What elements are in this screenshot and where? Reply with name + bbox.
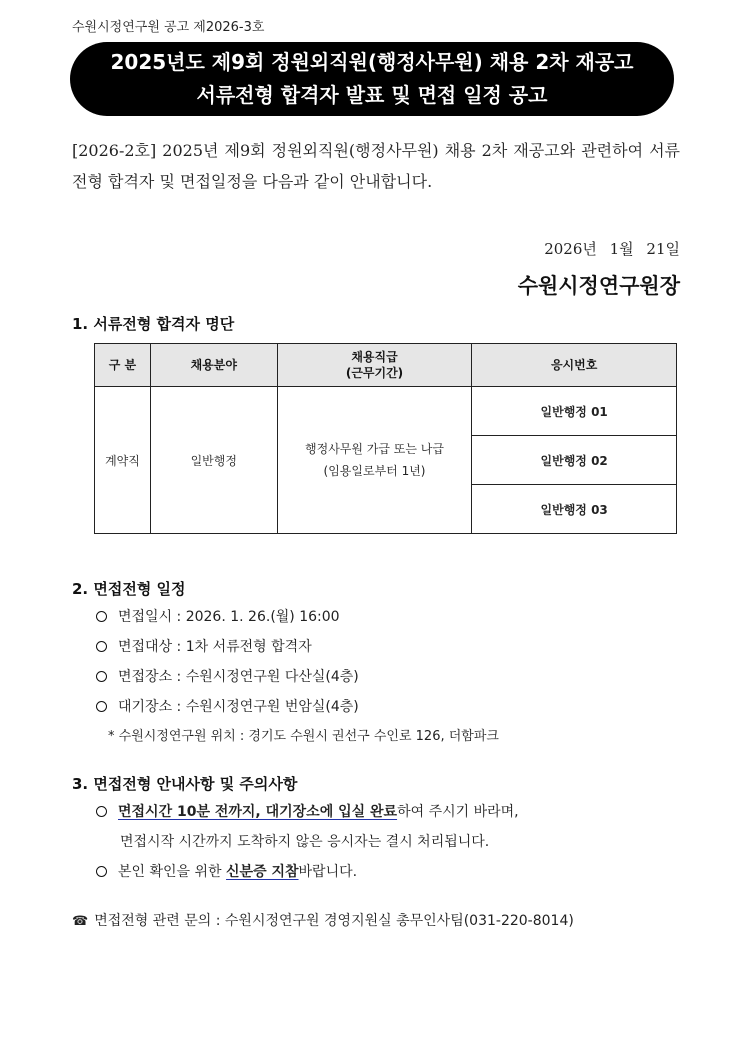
header-grade-label: 채용직급	[351, 350, 398, 364]
schedule-venue: 면접장소 : 수원시정연구원 다산실(4층)	[118, 669, 359, 685]
cell-grade-name: 행정사무원 가급 또는 나급	[305, 442, 444, 456]
cell-applicant-number: 일반행정 01	[472, 387, 677, 436]
schedule-waiting-room: 대기장소 : 수원시정연구원 번암실(4층)	[118, 699, 359, 715]
id-notice-post: 바랍니다.	[298, 864, 358, 880]
id-notice-pre: 본인 확인을 위한	[118, 864, 227, 880]
title-banner	[70, 42, 674, 116]
contact-text: 면접전형 관련 문의 : 수원시정연구원 경영지원실 총무인사팀(031-220-8014)	[94, 913, 574, 929]
cell-category: 계약직	[95, 387, 151, 534]
circle-bullet-icon	[96, 806, 107, 817]
issuer: 수원시정연구원장	[517, 274, 680, 298]
list-item	[96, 632, 499, 662]
list-item	[96, 662, 499, 692]
header-applicant-number: 응시번호	[472, 344, 677, 387]
section-2-title: 2. 면접전형 일정	[72, 580, 186, 598]
circle-bullet-icon	[96, 866, 107, 877]
phone-icon: ☎	[72, 914, 89, 929]
schedule-datetime: 면접일시 : 2026. 1. 26.(월) 16:00	[118, 609, 340, 625]
list-item	[96, 692, 499, 722]
contact-info	[72, 910, 574, 930]
schedule-target: 면접대상 : 1차 서류전형 합격자	[118, 639, 312, 655]
list-item	[96, 797, 519, 827]
cell-field: 일반행정	[150, 387, 277, 534]
header-period-label: (근무기간)	[345, 366, 404, 380]
section-3-title: 3. 면접전형 안내사항 및 주의사항	[72, 775, 298, 793]
circle-bullet-icon	[96, 641, 107, 652]
table-header-row	[95, 344, 677, 387]
header-grade	[277, 344, 472, 387]
intro-paragraph: [2026-2호] 2025년 제9회 정원외직원(행정사무원) 채용 2차 재공고와 관련하여 서류전형 합격자 및 면접일정을 다음과 같이 안내합니다.	[72, 141, 680, 191]
absence-warning: 면접시작 시간까지 도착하지 않은 응시자는 결시 처리됩니다.	[120, 834, 490, 850]
cell-grade	[277, 387, 472, 534]
cell-applicant-number: 일반행정 03	[472, 485, 677, 534]
id-card-emphasis: 신분증 지참	[226, 864, 299, 880]
title-line-2: 서류전형 합격자 발표 및 면접 일정 공고	[196, 83, 548, 107]
circle-bullet-icon	[96, 701, 107, 712]
arrival-deadline-rest: 하여 주시기 바라며,	[397, 804, 519, 820]
header-category: 구 분	[95, 344, 151, 387]
schedule-list	[96, 602, 499, 752]
list-item	[96, 602, 499, 632]
table-row	[95, 387, 677, 436]
passers-table	[94, 343, 677, 534]
location-note: * 수원시정연구원 위치 : 경기도 수원시 권선구 수인로 126, 더함파크	[108, 729, 499, 744]
section-1-title: 1. 서류전형 합격자 명단	[72, 315, 235, 333]
circle-bullet-icon	[96, 611, 107, 622]
announcement-date: 2026년 1월 21일	[544, 240, 680, 258]
notice-list	[96, 797, 519, 887]
notice-number: 수원시정연구원 공고 제2026-3호	[72, 20, 265, 35]
title-line-1: 2025년도 제9회 정원외직원(행정사무원) 채용 2차 재공고	[110, 50, 634, 74]
list-item	[96, 857, 519, 887]
cell-period: (임용일로부터 1년)	[323, 464, 426, 478]
circle-bullet-icon	[96, 671, 107, 682]
cell-applicant-number: 일반행정 02	[472, 436, 677, 485]
arrival-deadline-emphasis: 면접시간 10분 전까지, 대기장소에 입실 완료	[118, 804, 398, 820]
header-field: 채용분야	[150, 344, 277, 387]
